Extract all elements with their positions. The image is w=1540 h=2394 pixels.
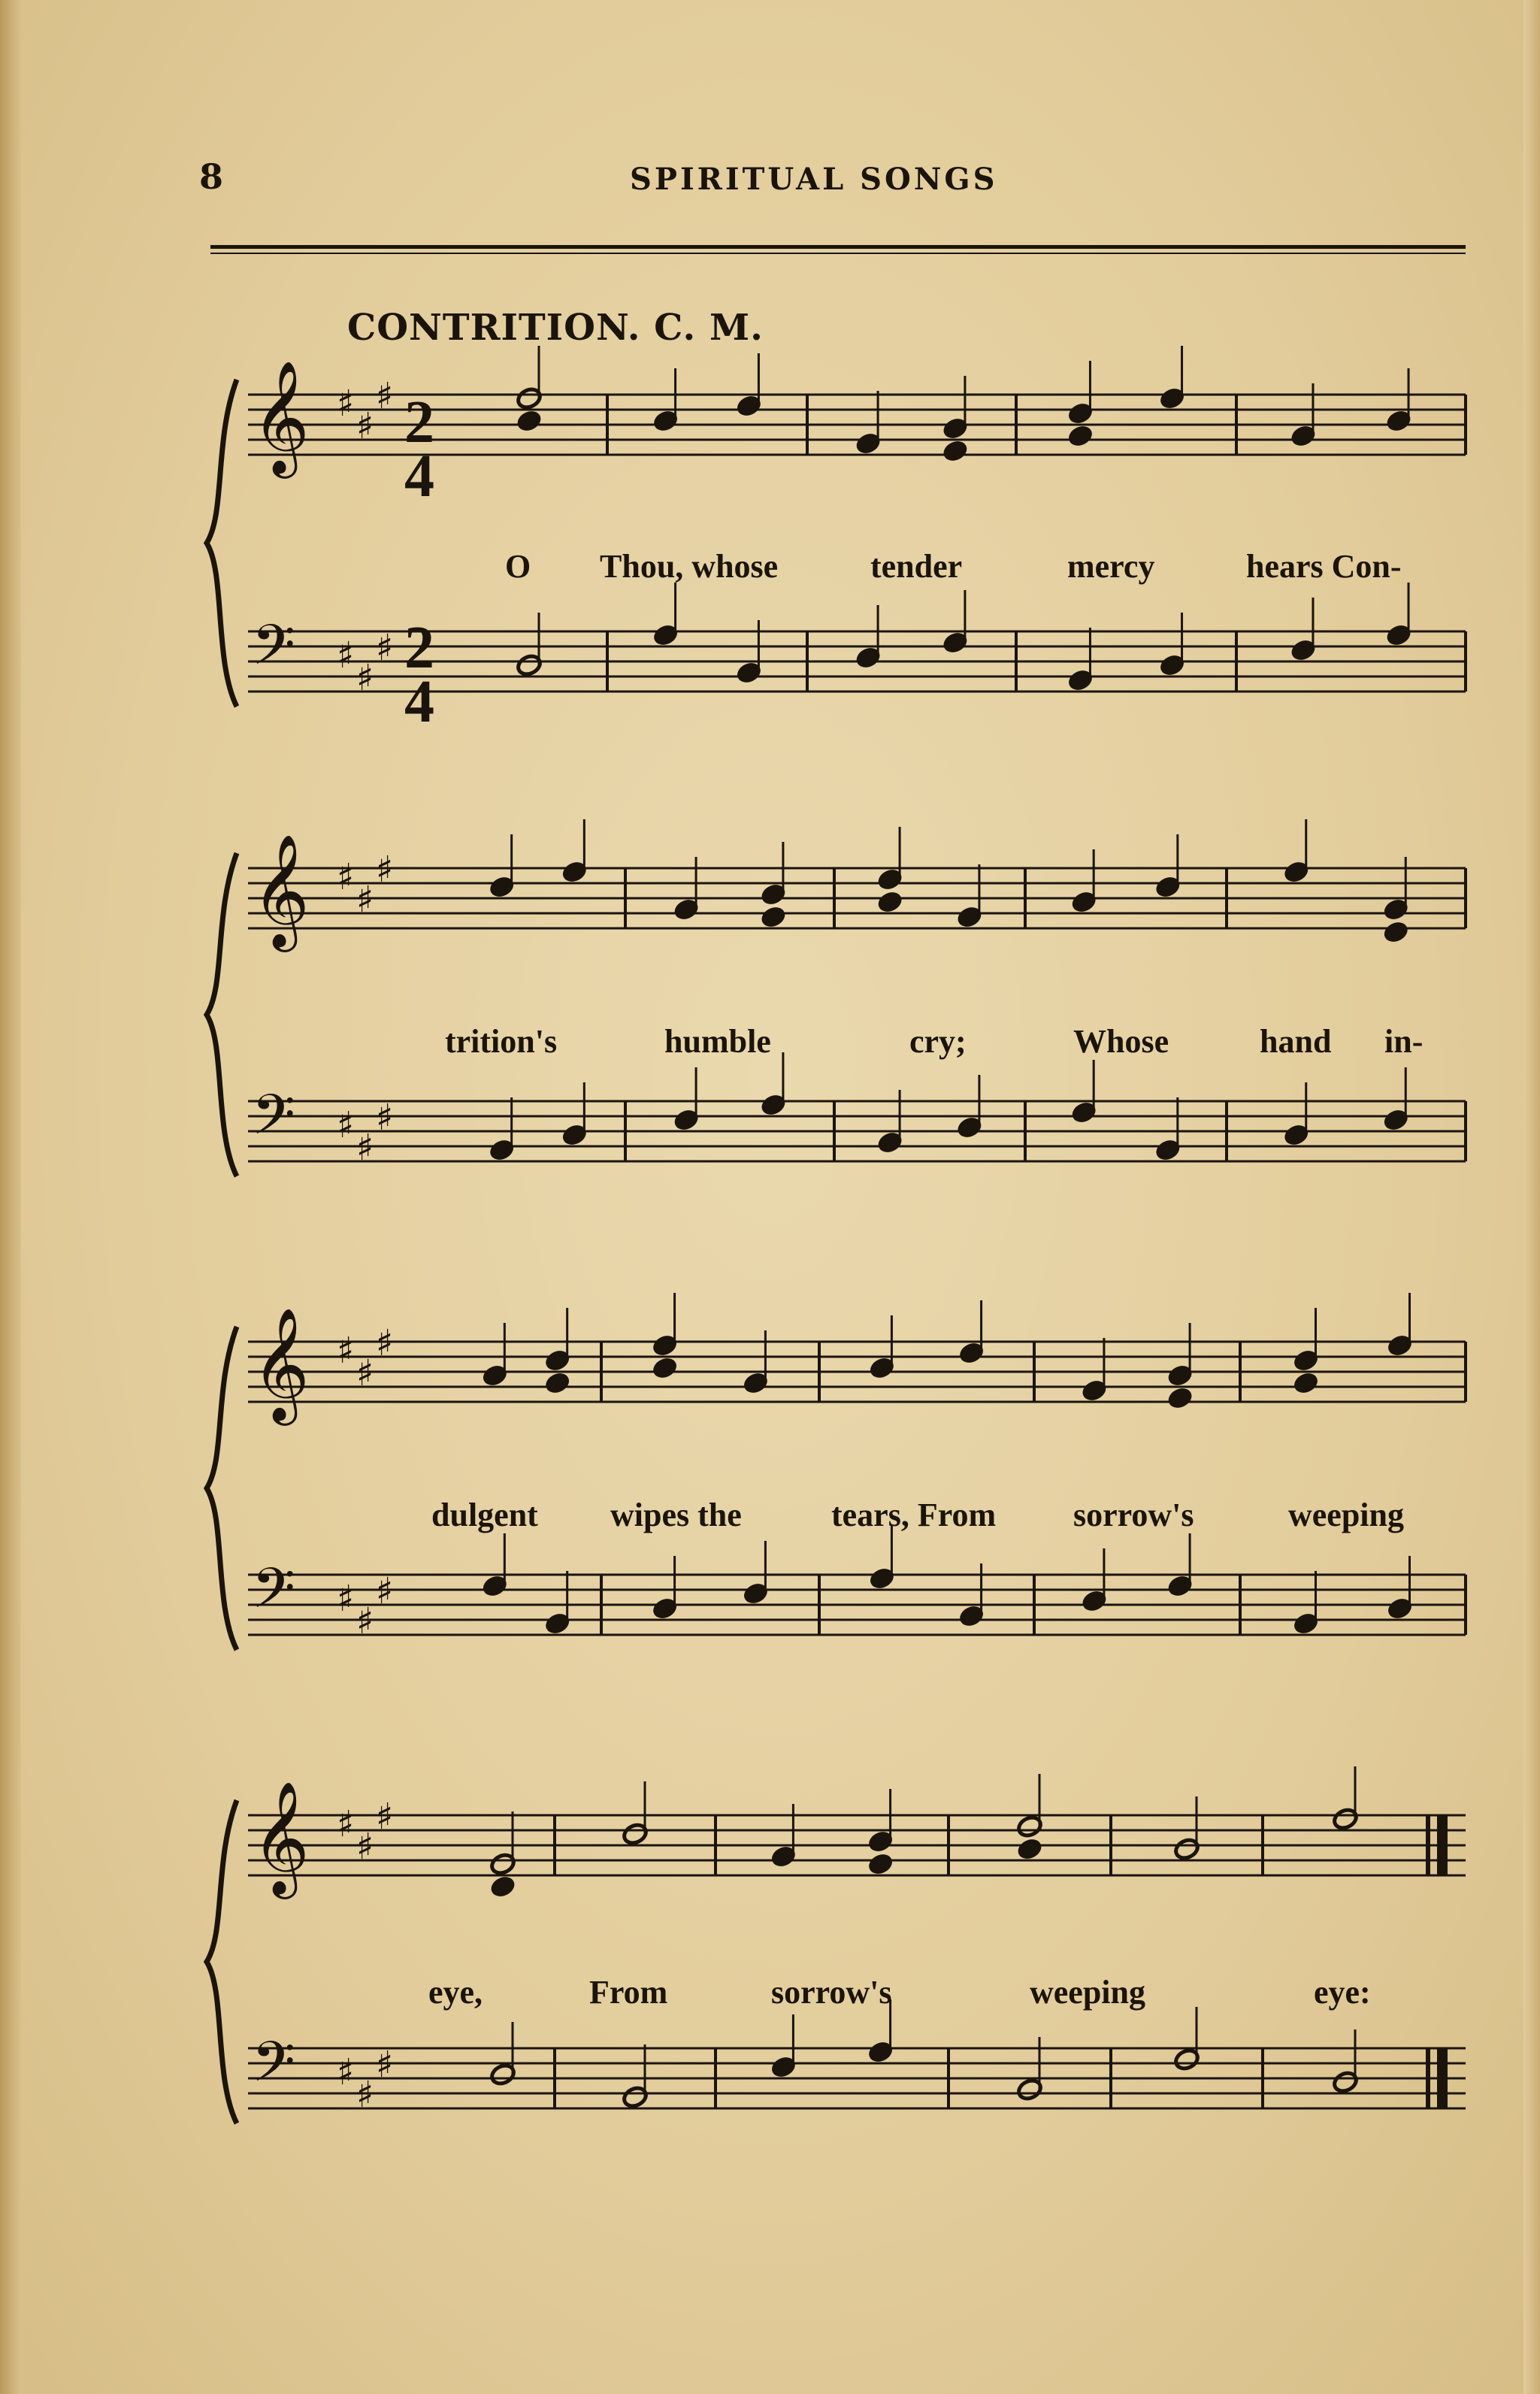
lyric: sorrow's: [771, 1974, 892, 2011]
lyric: Whose: [1073, 1023, 1169, 1060]
lyric: cry;: [909, 1023, 967, 1060]
sharp-sign: ♯: [337, 1803, 355, 1845]
treble-clef: 𝄞: [252, 1306, 310, 1421]
sharp-sign: ♯: [356, 1127, 374, 1169]
final-barline: [1437, 2048, 1448, 2108]
sharp-sign: ♯: [376, 375, 394, 417]
sharp-sign: ♯: [337, 2051, 355, 2093]
lyric: hears Con-: [1246, 548, 1402, 585]
lyric: Thou, whose: [600, 548, 779, 585]
time-signature-bass: [404, 615, 434, 735]
lyric: O: [505, 548, 531, 585]
lyric: dulgent: [431, 1497, 538, 1533]
sharp-sign: ♯: [337, 856, 355, 898]
bass-clef: 𝄢: [252, 613, 295, 692]
lyric: weeping: [1030, 1974, 1145, 2011]
bass-clef: 𝄢: [252, 1082, 295, 1161]
system-brace: [207, 1327, 237, 1650]
treble-clef: 𝄞: [252, 359, 310, 474]
lyrics-system-3: [431, 1497, 1404, 1533]
lyric: in-: [1384, 1023, 1424, 1060]
time-sig-bottom: 4: [404, 669, 434, 735]
system-brace: [207, 380, 237, 707]
final-barline: [1437, 1815, 1448, 1875]
treble-clef: 𝄞: [252, 1780, 310, 1894]
sharp-sign: ♯: [337, 383, 355, 425]
time-sig-top: 2: [404, 389, 434, 455]
sharp-sign: ♯: [356, 1352, 374, 1394]
lyric: humble: [664, 1023, 771, 1060]
sharp-sign: ♯: [356, 1600, 374, 1642]
sharp-sign: ♯: [337, 1578, 355, 1620]
lyric: trition's: [445, 1023, 558, 1060]
time-sig-bottom: 4: [404, 443, 434, 510]
lyric: eye,: [428, 1974, 483, 2011]
alto-note: [1067, 424, 1094, 449]
sharp-sign: ♯: [356, 879, 374, 921]
system-brace: [207, 1800, 237, 2123]
lyric: sorrow's: [1073, 1497, 1194, 1533]
bass-clef: 𝄢: [252, 2029, 295, 2108]
lyric: wipes the: [610, 1497, 742, 1533]
sharp-sign: ♯: [376, 1097, 394, 1139]
system-brace: [207, 853, 237, 1176]
page-number: 8: [199, 156, 224, 197]
treble-clef: 𝄞: [252, 833, 310, 947]
sharp-sign: ♯: [376, 1796, 394, 1838]
alto-note: [760, 905, 787, 930]
sharp-sign: ♯: [356, 2074, 374, 2116]
sharp-sign: ♯: [356, 657, 374, 699]
alto-note: [1166, 1386, 1194, 1411]
time-sig-top: 2: [404, 615, 434, 681]
lyric: weeping: [1288, 1497, 1404, 1533]
sharp-sign: ♯: [356, 405, 374, 447]
alto-note: [516, 409, 543, 434]
sharp-sign: ♯: [376, 627, 394, 669]
alto-note: [1292, 1371, 1319, 1396]
lyrics-system-1: [505, 548, 1402, 585]
sharp-sign: ♯: [376, 1322, 394, 1364]
bass-clef: 𝄢: [252, 1556, 295, 1635]
sharp-sign: ♯: [337, 634, 355, 676]
sharp-sign: ♯: [376, 849, 394, 891]
sharp-sign: ♯: [356, 1826, 374, 1868]
alto-note: [1382, 920, 1409, 945]
lyric: mercy: [1067, 548, 1155, 585]
lyrics-system-4: [428, 1974, 1371, 2011]
alto-note: [489, 1875, 516, 1899]
alto-note: [942, 439, 969, 464]
tune-title: CONTRITION. C. M.: [347, 307, 764, 349]
alto-note: [1016, 1837, 1043, 1862]
lyric: hand: [1260, 1023, 1332, 1060]
sharp-sign: ♯: [337, 1330, 355, 1372]
sharp-sign: ♯: [376, 2044, 394, 2086]
sharp-sign: ♯: [337, 1104, 355, 1146]
alto-note: [543, 1371, 570, 1396]
alto-note: [876, 890, 903, 915]
running-head: SPIRITUAL SONGS: [630, 162, 998, 197]
lyric: eye:: [1314, 1974, 1371, 2011]
time-signature-treble: [404, 389, 434, 510]
alto-note: [867, 1852, 894, 1877]
sharp-sign: ♯: [376, 1570, 394, 1612]
lyrics-system-2: [445, 1023, 1423, 1060]
lyric: tears, From: [831, 1497, 997, 1533]
alto-note: [651, 1356, 678, 1381]
lyric: From: [589, 1974, 668, 2011]
lyric: tender: [870, 548, 963, 585]
notation: [207, 346, 1466, 2123]
